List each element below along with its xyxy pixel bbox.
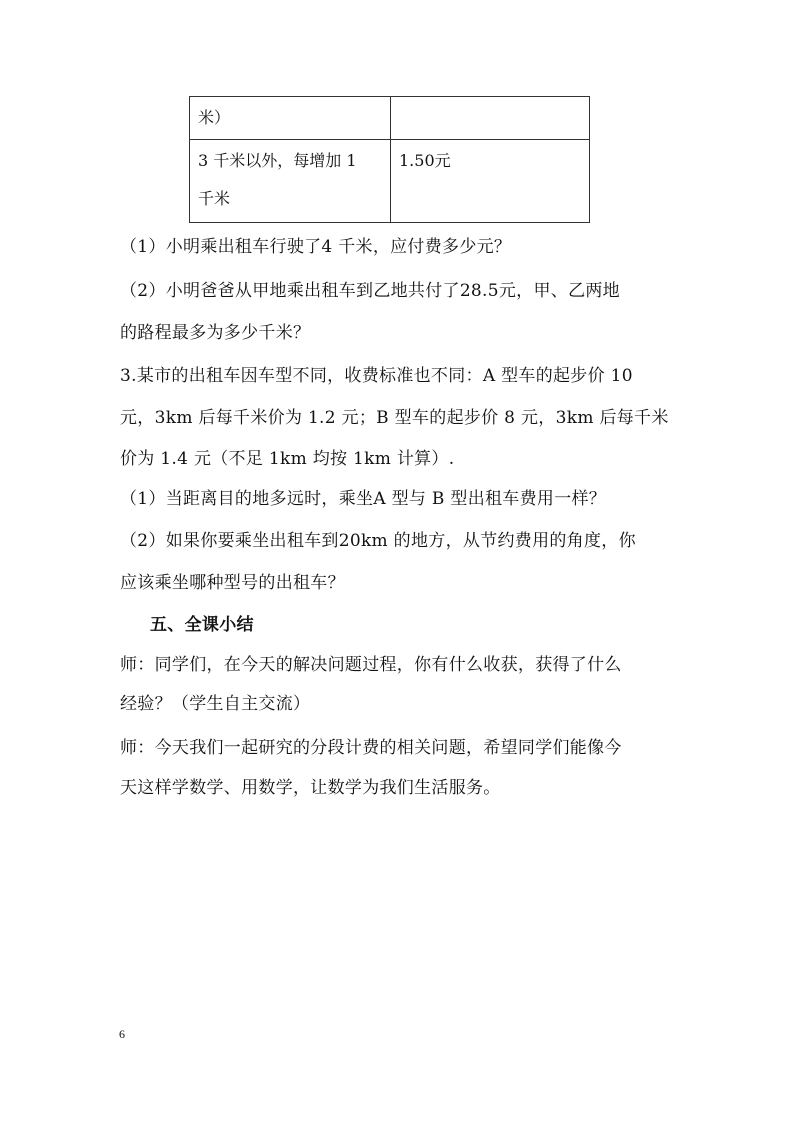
summary-line: 师：同学们，在今天的解决问题过程，你有什么收获，获得了什么 [120,655,622,675]
cell-text: 1.50元 [399,151,451,170]
question-line: 元，3km 后每千米价为 1.2 元；B 型车的起步价 8 元，3km 后每千米 [120,408,669,428]
question-line: （1）小明乘出租车行驶了4 千米，应付费多少元？ [120,237,512,257]
fare-table [189,96,590,223]
question-line: （2）如果你要乘坐出租车到20km 的地方，从节约费用的角度，你 [120,531,636,551]
summary-line: 经验？（学生自主交流） [120,694,311,714]
cell-text: 米） [198,108,231,127]
cell-text [391,97,589,99]
summary-line: 师：今天我们一起研究的分段计费的相关问题，希望同学们能像今 [120,738,622,758]
table-cell [391,97,590,140]
question-line: （2）小明爸爸从甲地乘出租车到乙地共付了28.5元，甲、乙两地 [120,281,620,301]
cell-text: 3 千米以外，每增加 1 [198,151,357,170]
page-number: 6 [119,1027,125,1041]
table-cell [391,140,590,223]
table-row [190,97,590,140]
summary-line: 天这样学数学、用数学，让数学为我们生活服务。 [120,778,501,798]
question-line: 3.某市的出租车因车型不同，收费标准也不同：A 型车的起步价 10 [120,366,633,386]
section-heading: 五、全课小结 [150,615,254,635]
table-cell [190,140,391,223]
question-line: 价为 1.4 元（不足 1km 均按 1km 计算）. [120,449,455,469]
cell-text: 千米 [198,189,231,208]
table-row [190,140,590,223]
table-cell [190,97,391,140]
question-line: （1）当距离目的地多远时，乘坐A 型与 B 型出租车费用一样？ [120,489,607,509]
question-line: 应该乘坐哪种型号的出租车？ [120,573,345,593]
question-line: 的路程最多为多少千米？ [120,323,311,343]
